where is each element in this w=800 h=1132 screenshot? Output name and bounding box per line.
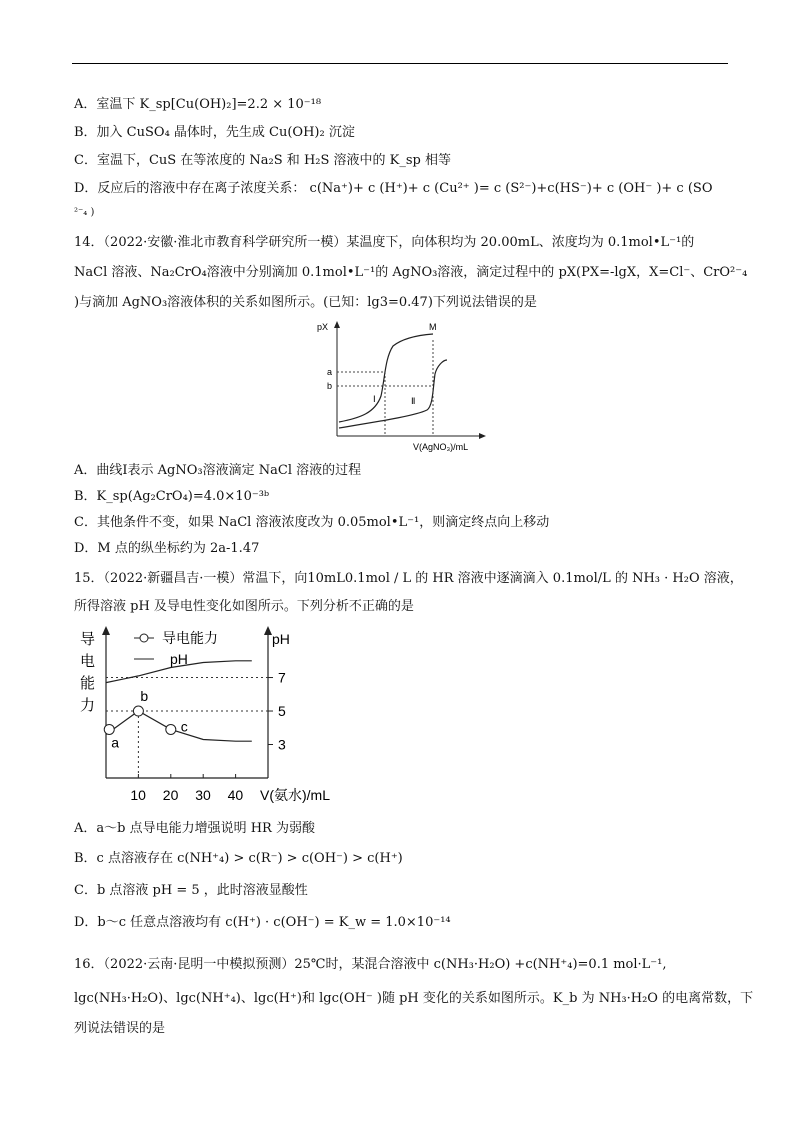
q14-titration-chart <box>315 318 495 460</box>
q14-x-arrow <box>479 433 486 439</box>
q15-left-label-char: 能 <box>80 675 96 692</box>
q13-option-a: A．室温下 K_sp[Cu(OH)₂]=2.2 × 10⁻¹⁸ <box>74 97 322 112</box>
q15-legend-ph: pH <box>170 651 188 667</box>
q15-left-label-char: 电 <box>80 653 96 670</box>
q14-ylabel: pX <box>317 322 329 332</box>
q15-x-tick-label: 10 <box>130 787 146 803</box>
q14-xlabel: V(AgNO₃)/mL <box>413 442 469 452</box>
q15-legend-cond: 导电能力 <box>162 630 218 646</box>
q14-curve-i <box>339 334 433 422</box>
q14-option-d: D．M 点的纵坐标约为 2a-1.47 <box>74 541 260 556</box>
q15-option-b: B．c 点溶液存在 c(NH⁺₄) > c(R⁻) > c(OH⁻) > c(H⁺) <box>74 851 403 866</box>
q15-right-axis-label: pH <box>272 631 290 647</box>
q13-option-d: D．反应后的溶液中存在离子浓度关系： c(Na⁺)+ c (H⁺)+ c (Cu²⁺ )= c (S²⁻)+c(HS⁻)+ c (OH⁻ )+ c (SO <box>74 181 713 196</box>
q15-option-c: C．b 点溶液 pH = 5 ，此时溶液显酸性 <box>74 883 308 898</box>
q14-label-curve-ii: Ⅱ <box>411 396 416 406</box>
q16-stem-line1: 16．（2022·云南·昆明一中模拟预测）25℃时，某混合溶液中 c(NH₃·H₂O) +c(NH⁺₄)=0.1 mol·L⁻¹, <box>74 957 667 972</box>
q15-option-d: D．b～c 任意点溶液均有 c(H⁺) · c(OH⁻) = K_w = 1.0×10⁻¹⁴ <box>74 915 451 930</box>
q15-left-label-char: 导 <box>80 631 96 648</box>
q13-option-b: B．加入 CuSO₄ 晶体时，先生成 Cu(OH)₂ 沉淀 <box>74 125 355 140</box>
q16-stem-line2: lgc(NH₃·H₂O)、lgc(NH⁺₄)、lgc(H⁺)和 lgc(OH⁻ )随 pH 变化的关系如图所示。K_b 为 NH₃·H₂O 的电离常数，下 <box>74 991 754 1006</box>
q14-tick-b: b <box>327 381 333 391</box>
q15-xlabel: V(氨水)/mL <box>260 787 330 803</box>
q15-ph-ticks <box>268 670 286 753</box>
q14-point-m: M <box>429 322 437 332</box>
q15-x-tick-label: 30 <box>195 787 211 803</box>
q14-tick-a: a <box>327 367 333 377</box>
q15-legend <box>134 630 218 667</box>
q15-left-label-char: 力 <box>80 697 96 714</box>
q16-stem-line3: 列说法错误的是 <box>74 1021 166 1036</box>
q15-left-axis-label <box>80 631 95 714</box>
q15-points <box>104 688 188 750</box>
q15-stem-line2: 所得溶液 pH 及导电性变化如图所示。下列分析不正确的是 <box>74 599 414 614</box>
q13-option-d-tail: ²⁻₄ ) <box>74 207 95 218</box>
q15-ph-tick-label: 3 <box>278 736 286 753</box>
q14-stem-line3: )与滴加 AgNO₃溶液体积的关系如图所示。(已知：lg3=0.47)下列说法错误的是 <box>74 295 537 310</box>
q15-right-arrow <box>264 626 272 635</box>
q15-conductivity-series-line <box>106 711 252 741</box>
q14-label-curve-i: Ⅰ <box>373 394 376 404</box>
q15-option-a: A．a～b 点导电能力增强说明 HR 为弱酸 <box>74 821 315 836</box>
q15-ph-tick-label: 5 <box>278 703 286 720</box>
q15-legend-cond-marker <box>140 634 148 642</box>
q15-x-tick-label: 20 <box>162 787 179 803</box>
q14-option-b: B．K_sp(Ag₂CrO₄)=4.0×10⁻³ᵇ <box>74 489 270 504</box>
q15-ph-tick-label: 7 <box>278 669 286 686</box>
q15-point-b <box>133 706 143 716</box>
q15-x-tick-label: 40 <box>227 787 244 803</box>
q15-point-label-b: b <box>140 688 149 705</box>
q14-stem-line1: 14．（2022·安徽·淮北市教育科学研究所一模）某温度下，向体积均为 20.00mL、浓度均为 0.1mol•L⁻¹的 <box>74 235 695 250</box>
q15-left-label-text <box>80 631 95 714</box>
q14-option-c: C．其他条件不变，如果 NaCl 溶液浓度改为 0.05mol•L⁻¹，则滴定终点向上移动 <box>74 515 550 530</box>
q15-stem-line1: 15．（2022·新疆昌吉·一模）常温下，向10mL0.1mol / L 的 HR 溶液中逐滴滴入 0.1mol/L 的 NH₃ · H₂O 溶液， <box>74 571 743 586</box>
header-rule <box>72 63 728 64</box>
q13-option-c: C．室温下，CuS 在等浓度的 Na₂S 和 H₂S 溶液中的 K_sp 相等 <box>74 153 452 168</box>
q15-point-a <box>104 724 114 734</box>
q15-point-c <box>166 724 176 734</box>
q14-y-arrow <box>334 321 340 328</box>
q15-point-label-c: c <box>180 718 188 735</box>
q14-stem-line2: NaCl 溶液、Na₂CrO₄溶液中分别滴加 0.1mol•L⁻¹的 AgNO₃溶液，滴定过程中的 pX(PX=-lgX，X=Cl⁻、CrO²⁻₄ <box>74 265 748 280</box>
q15-left-arrow <box>102 626 110 635</box>
q14-option-a: A．曲线Ⅰ表示 AgNO₃溶液滴定 NaCl 溶液的过程 <box>74 463 362 478</box>
q15-ph-conductivity-chart <box>74 624 364 810</box>
q15-point-label-a: a <box>111 734 120 751</box>
